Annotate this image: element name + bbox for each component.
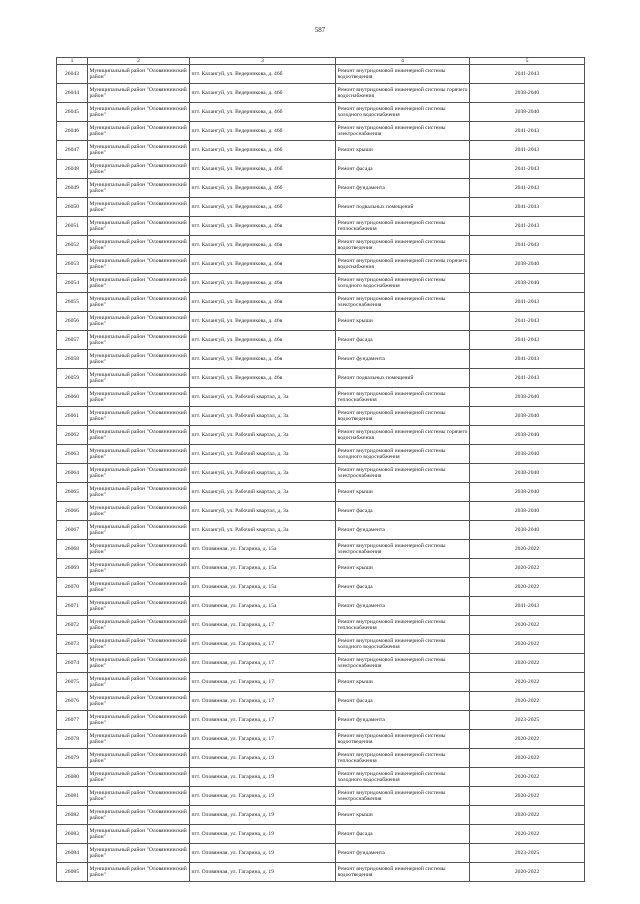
cell-period: 2023-2025 <box>470 844 585 863</box>
cell-address: пгт. Оловянная, ул. Гагарина, д. 17 <box>190 635 336 654</box>
cell-municipality: Муниципальный район "Оловяннинский район" <box>88 654 190 673</box>
table-row <box>57 179 585 198</box>
cell-period: 2041-2043 <box>470 293 585 312</box>
cell-municipality: Муниципальный район "Оловяннинский район" <box>88 255 190 274</box>
table-row <box>57 806 585 825</box>
cell-period: 2038-2040 <box>470 407 585 426</box>
cell-municipality: Муниципальный район "Оловяннинский район" <box>88 179 190 198</box>
cell-work-type: Ремонт крыши <box>336 673 470 692</box>
table-row <box>57 749 585 768</box>
cell-record-number: 26057 <box>57 331 88 350</box>
cell-address: пгт. Калангуй, ул. Рабочий квартал, д. 3а <box>190 483 336 502</box>
table-row <box>57 597 585 616</box>
cell-municipality: Муниципальный район "Оловяннинский район" <box>88 692 190 711</box>
cell-work-type: Ремонт внутридомовой инженерной системы электроснабжения <box>336 464 470 483</box>
cell-address: пгт. Оловянная, ул. Гагарина, д. 17 <box>190 730 336 749</box>
table-row <box>57 122 585 141</box>
cell-record-number: 26072 <box>57 616 88 635</box>
table-row <box>57 84 585 103</box>
cell-work-type: Ремонт внутридомовой инженерной системы холодного водоснабжения <box>336 768 470 787</box>
cell-municipality: Муниципальный район "Оловяннинский район" <box>88 65 190 84</box>
cell-work-type: Ремонт внутридомовой инженерной системы холодного водоснабжения <box>336 445 470 464</box>
table-row <box>57 407 585 426</box>
cell-record-number: 26063 <box>57 445 88 464</box>
table-row <box>57 331 585 350</box>
repair-schedule-table <box>56 57 585 882</box>
table-row <box>57 65 585 84</box>
table-row <box>57 198 585 217</box>
cell-address: пгт. Калангуй, ул. Ведерникова, д. 46б <box>190 65 336 84</box>
cell-work-type: Ремонт крыши <box>336 483 470 502</box>
header-cell: 1 <box>57 58 88 65</box>
cell-period: 2041-2043 <box>470 236 585 255</box>
cell-address: пгт. Оловянная, ул. Гагарина, д. 19 <box>190 844 336 863</box>
cell-period: 2041-2043 <box>470 217 585 236</box>
cell-record-number: 26075 <box>57 673 88 692</box>
cell-municipality: Муниципальный район "Оловяннинский район" <box>88 198 190 217</box>
table-row <box>57 160 585 179</box>
page-number: 587 <box>314 26 326 34</box>
table-row <box>57 730 585 749</box>
cell-municipality: Муниципальный район "Оловяннинский район" <box>88 559 190 578</box>
cell-municipality: Муниципальный район "Оловяннинский район" <box>88 730 190 749</box>
cell-municipality: Муниципальный район "Оловяннинский район" <box>88 217 190 236</box>
cell-work-type: Ремонт внутридомовой инженерной системы теплоснабжения <box>336 388 470 407</box>
table-row <box>57 521 585 540</box>
cell-municipality: Муниципальный район "Оловяннинский район" <box>88 768 190 787</box>
cell-address: пгт. Оловянная, ул. Гагарина, д. 17 <box>190 654 336 673</box>
cell-record-number: 26079 <box>57 749 88 768</box>
cell-work-type: Ремонт фундамента <box>336 844 470 863</box>
cell-record-number: 26065 <box>57 483 88 502</box>
table-row <box>57 255 585 274</box>
cell-municipality: Муниципальный район "Оловяннинский район" <box>88 445 190 464</box>
cell-record-number: 26078 <box>57 730 88 749</box>
header-cell: 3 <box>190 58 336 65</box>
cell-period: 2041-2043 <box>470 369 585 388</box>
cell-period: 2038-2040 <box>470 274 585 293</box>
table-row <box>57 502 585 521</box>
cell-record-number: 26073 <box>57 635 88 654</box>
cell-record-number: 26067 <box>57 521 88 540</box>
cell-work-type: Ремонт фасада <box>336 331 470 350</box>
cell-record-number: 26045 <box>57 103 88 122</box>
cell-address: пгт. Калангуй, ул. Ведерникова, д. 46в <box>190 274 336 293</box>
cell-record-number: 26074 <box>57 654 88 673</box>
cell-municipality: Муниципальный район "Оловяннинский район" <box>88 426 190 445</box>
table-row <box>57 236 585 255</box>
cell-record-number: 26060 <box>57 388 88 407</box>
cell-work-type: Ремонт фасада <box>336 160 470 179</box>
table-row <box>57 103 585 122</box>
table-row <box>57 844 585 863</box>
cell-municipality: Муниципальный район "Оловяннинский район" <box>88 274 190 293</box>
cell-address: пгт. Калангуй, ул. Ведерникова, д. 46в <box>190 331 336 350</box>
cell-municipality: Муниципальный район "Оловяннинский район" <box>88 787 190 806</box>
cell-period: 2020-2022 <box>470 730 585 749</box>
cell-work-type: Ремонт крыши <box>336 312 470 331</box>
cell-work-type: Ремонт внутридомовой инженерной системы электроснабжения <box>336 122 470 141</box>
cell-municipality: Муниципальный район "Оловяннинский район" <box>88 122 190 141</box>
table-row <box>57 369 585 388</box>
cell-municipality: Муниципальный район "Оловяннинский район" <box>88 483 190 502</box>
table-row <box>57 293 585 312</box>
cell-period: 2020-2022 <box>470 863 585 882</box>
cell-municipality: Муниципальный район "Оловяннинский район" <box>88 711 190 730</box>
cell-record-number: 26081 <box>57 787 88 806</box>
cell-record-number: 26054 <box>57 274 88 293</box>
table-row <box>57 825 585 844</box>
cell-work-type: Ремонт крыши <box>336 559 470 578</box>
table-row <box>57 426 585 445</box>
cell-record-number: 26068 <box>57 540 88 559</box>
cell-period: 2038-2040 <box>470 464 585 483</box>
cell-address: пгт. Калангуй, ул. Рабочий квартал, д. 3а <box>190 426 336 445</box>
cell-municipality: Муниципальный район "Оловяннинский район" <box>88 844 190 863</box>
cell-municipality: Муниципальный район "Оловяннинский район" <box>88 369 190 388</box>
cell-municipality: Муниципальный район "Оловяннинский район" <box>88 293 190 312</box>
cell-address: пгт. Калангуй, ул. Ведерникова, д. 46в <box>190 293 336 312</box>
cell-record-number: 26052 <box>57 236 88 255</box>
table-row <box>57 483 585 502</box>
cell-address: пгт. Калангуй, ул. Ведерникова, д. 46б <box>190 103 336 122</box>
cell-address: пгт. Калангуй, ул. Рабочий квартал, д. 3а <box>190 388 336 407</box>
cell-period: 2020-2022 <box>470 768 585 787</box>
cell-address: пгт. Оловянная, ул. Гагарина, д. 17 <box>190 711 336 730</box>
cell-period: 2041-2043 <box>470 179 585 198</box>
cell-address: пгт. Калангуй, ул. Ведерникова, д. 46б <box>190 141 336 160</box>
cell-address: пгт. Оловянная, ул. Гагарина, д. 15а <box>190 540 336 559</box>
cell-municipality: Муниципальный район "Оловяннинский район" <box>88 331 190 350</box>
cell-work-type: Ремонт фундамента <box>336 521 470 540</box>
cell-period: 2038-2040 <box>470 483 585 502</box>
cell-period: 2020-2022 <box>470 825 585 844</box>
cell-municipality: Муниципальный район "Оловяннинский район" <box>88 521 190 540</box>
cell-address: пгт. Калангуй, ул. Ведерникова, д. 46б <box>190 160 336 179</box>
cell-address: пгт. Калангуй, ул. Ведерникова, д. 46в <box>190 236 336 255</box>
cell-work-type: Ремонт подвальных помещений <box>336 198 470 217</box>
table-row <box>57 540 585 559</box>
table-row <box>57 388 585 407</box>
cell-record-number: 26084 <box>57 844 88 863</box>
cell-address: пгт. Оловянная, ул. Гагарина, д. 17 <box>190 673 336 692</box>
cell-period: 2038-2040 <box>470 103 585 122</box>
cell-municipality: Муниципальный район "Оловяннинский район" <box>88 502 190 521</box>
cell-municipality: Муниципальный район "Оловяннинский район" <box>88 141 190 160</box>
cell-record-number: 26055 <box>57 293 88 312</box>
cell-record-number: 26070 <box>57 578 88 597</box>
cell-address: пгт. Калангуй, ул. Ведерникова, д. 46в <box>190 312 336 331</box>
cell-address: пгт. Калангуй, ул. Ведерникова, д. 46в <box>190 255 336 274</box>
cell-record-number: 26082 <box>57 806 88 825</box>
cell-period: 2020-2022 <box>470 673 585 692</box>
cell-record-number: 26058 <box>57 350 88 369</box>
cell-period: 2020-2022 <box>470 787 585 806</box>
table-row <box>57 141 585 160</box>
cell-period: 2041-2043 <box>470 160 585 179</box>
cell-period: 2041-2043 <box>470 198 585 217</box>
cell-municipality: Муниципальный район "Оловяннинский район" <box>88 635 190 654</box>
cell-municipality: Муниципальный район "Оловяннинский район" <box>88 597 190 616</box>
cell-record-number: 26061 <box>57 407 88 426</box>
header-cell: 5 <box>470 58 585 65</box>
cell-work-type: Ремонт фасада <box>336 825 470 844</box>
cell-period: 2020-2022 <box>470 654 585 673</box>
cell-work-type: Ремонт внутридомовой инженерной системы холодного водоснабжения <box>336 274 470 293</box>
cell-address: пгт. Оловянная, ул. Гагарина, д. 19 <box>190 825 336 844</box>
cell-municipality: Муниципальный район "Оловяннинский район" <box>88 616 190 635</box>
table-row <box>57 654 585 673</box>
cell-work-type: Ремонт внутридомовой инженерной системы горячего водоснабжения <box>336 426 470 445</box>
cell-municipality: Муниципальный район "Оловяннинский район" <box>88 540 190 559</box>
cell-work-type: Ремонт фасада <box>336 578 470 597</box>
cell-address: пгт. Оловянная, ул. Гагарина, д. 17 <box>190 692 336 711</box>
cell-work-type: Ремонт фундамента <box>336 597 470 616</box>
cell-record-number: 26047 <box>57 141 88 160</box>
cell-record-number: 26085 <box>57 863 88 882</box>
cell-work-type: Ремонт внутридомовой инженерной системы электроснабжения <box>336 787 470 806</box>
cell-municipality: Муниципальный район "Оловяннинский район" <box>88 350 190 369</box>
cell-address: пгт. Оловянная, ул. Гагарина, д. 17 <box>190 616 336 635</box>
cell-work-type: Ремонт внутридомовой инженерной системы холодного водоснабжения <box>336 103 470 122</box>
cell-address: пгт. Калангуй, ул. Ведерникова, д. 46в <box>190 369 336 388</box>
cell-period: 2038-2040 <box>470 521 585 540</box>
cell-municipality: Муниципальный район "Оловяннинский район" <box>88 312 190 331</box>
cell-record-number: 26069 <box>57 559 88 578</box>
table-row <box>57 635 585 654</box>
cell-address: пгт. Оловянная, ул. Гагарина, д. 19 <box>190 806 336 825</box>
cell-work-type: Ремонт внутридомовой инженерной системы водоотведения <box>336 407 470 426</box>
cell-record-number: 26083 <box>57 825 88 844</box>
cell-period: 2020-2022 <box>470 559 585 578</box>
cell-period: 2041-2043 <box>470 331 585 350</box>
cell-period: 2038-2040 <box>470 426 585 445</box>
cell-period: 2020-2022 <box>470 616 585 635</box>
table-row <box>57 616 585 635</box>
cell-address: пгт. Оловянная, ул. Гагарина, д. 19 <box>190 787 336 806</box>
cell-address: пгт. Оловянная, ул. Гагарина, д. 19 <box>190 768 336 787</box>
cell-record-number: 26080 <box>57 768 88 787</box>
cell-work-type: Ремонт фундамента <box>336 179 470 198</box>
table-row <box>57 692 585 711</box>
cell-work-type: Ремонт фундамента <box>336 711 470 730</box>
cell-period: 2023-2025 <box>470 711 585 730</box>
cell-period: 2020-2022 <box>470 749 585 768</box>
cell-work-type: Ремонт внутридомовой инженерной системы горячего водоснабжения <box>336 255 470 274</box>
cell-record-number: 26062 <box>57 426 88 445</box>
cell-record-number: 26050 <box>57 198 88 217</box>
table-row <box>57 578 585 597</box>
cell-address: пгт. Оловянная, ул. Гагарина, д. 15а <box>190 597 336 616</box>
cell-work-type: Ремонт внутридомовой инженерной системы водоотведения <box>336 863 470 882</box>
cell-record-number: 26076 <box>57 692 88 711</box>
header-cell: 4 <box>336 58 470 65</box>
cell-work-type: Ремонт внутридомовой инженерной системы электроснабжения <box>336 293 470 312</box>
cell-municipality: Муниципальный район "Оловяннинский район" <box>88 578 190 597</box>
cell-address: пгт. Калангуй, ул. Ведерникова, д. 46б <box>190 179 336 198</box>
table-row <box>57 711 585 730</box>
cell-work-type: Ремонт фасада <box>336 502 470 521</box>
cell-address: пгт. Оловянная, ул. Гагарина, д. 19 <box>190 749 336 768</box>
cell-address: пгт. Калангуй, ул. Рабочий квартал, д. 3а <box>190 445 336 464</box>
cell-work-type: Ремонт внутридомовой инженерной системы электроснабжения <box>336 654 470 673</box>
cell-work-type: Ремонт внутридомовой инженерной системы теплоснабжения <box>336 217 470 236</box>
cell-record-number: 26049 <box>57 179 88 198</box>
cell-municipality: Муниципальный район "Оловяннинский район" <box>88 388 190 407</box>
cell-period: 2038-2040 <box>470 255 585 274</box>
cell-work-type: Ремонт внутридомовой инженерной системы холодного водоснабжения <box>336 635 470 654</box>
cell-work-type: Ремонт внутридомовой инженерной системы водоотведения <box>336 65 470 84</box>
cell-period: 2041-2043 <box>470 65 585 84</box>
table-row <box>57 217 585 236</box>
table-row <box>57 673 585 692</box>
cell-work-type: Ремонт фасада <box>336 692 470 711</box>
cell-address: пгт. Оловянная, ул. Гагарина, д. 15а <box>190 559 336 578</box>
cell-period: 2041-2043 <box>470 350 585 369</box>
cell-period: 2038-2040 <box>470 84 585 103</box>
cell-address: пгт. Калангуй, ул. Ведерникова, д. 46в <box>190 217 336 236</box>
cell-municipality: Муниципальный район "Оловяннинский район" <box>88 160 190 179</box>
cell-address: пгт. Калангуй, ул. Ведерникова, д. 46б <box>190 84 336 103</box>
cell-work-type: Ремонт крыши <box>336 141 470 160</box>
cell-record-number: 26071 <box>57 597 88 616</box>
table-row <box>57 274 585 293</box>
table-header-row <box>57 58 585 65</box>
cell-address: пгт. Калангуй, ул. Ведерникова, д. 46б <box>190 122 336 141</box>
cell-work-type: Ремонт внутридомовой инженерной системы теплоснабжения <box>336 749 470 768</box>
cell-municipality: Муниципальный район "Оловяннинский район" <box>88 236 190 255</box>
cell-municipality: Муниципальный район "Оловяннинский район" <box>88 673 190 692</box>
cell-period: 2041-2043 <box>470 141 585 160</box>
table-row <box>57 787 585 806</box>
cell-work-type: Ремонт фундамента <box>336 350 470 369</box>
cell-address: пгт. Калангуй, ул. Ведерникова, д. 46в <box>190 350 336 369</box>
table-row <box>57 312 585 331</box>
cell-period: 2041-2043 <box>470 597 585 616</box>
header-cell: 2 <box>88 58 190 65</box>
cell-work-type: Ремонт внутридомовой инженерной системы горячего водоснабжения <box>336 84 470 103</box>
table-row <box>57 559 585 578</box>
cell-address: пгт. Калангуй, ул. Рабочий квартал, д. 3а <box>190 407 336 426</box>
cell-period: 2020-2022 <box>470 806 585 825</box>
cell-work-type: Ремонт внутридомовой инженерной системы электроснабжения <box>336 540 470 559</box>
cell-period: 2038-2040 <box>470 502 585 521</box>
cell-address: пгт. Калангуй, ул. Рабочий квартал, д. 3а <box>190 502 336 521</box>
cell-record-number: 26044 <box>57 84 88 103</box>
cell-municipality: Муниципальный район "Оловяннинский район" <box>88 749 190 768</box>
cell-period: 2038-2040 <box>470 445 585 464</box>
cell-record-number: 26077 <box>57 711 88 730</box>
cell-work-type: Ремонт подвальных помещений <box>336 369 470 388</box>
cell-work-type: Ремонт крыши <box>336 806 470 825</box>
cell-record-number: 26066 <box>57 502 88 521</box>
cell-record-number: 26051 <box>57 217 88 236</box>
cell-work-type: Ремонт внутридомовой инженерной системы водоотведения <box>336 236 470 255</box>
cell-work-type: Ремонт внутридомовой инженерной системы теплоснабжения <box>336 616 470 635</box>
table-row <box>57 768 585 787</box>
cell-period: 2041-2043 <box>470 122 585 141</box>
cell-record-number: 26053 <box>57 255 88 274</box>
cell-municipality: Муниципальный район "Оловяннинский район" <box>88 407 190 426</box>
cell-period: 2020-2022 <box>470 692 585 711</box>
cell-municipality: Муниципальный район "Оловяннинский район" <box>88 464 190 483</box>
cell-address: пгт. Калангуй, ул. Ведерникова, д. 46б <box>190 198 336 217</box>
cell-municipality: Муниципальный район "Оловяннинский район" <box>88 806 190 825</box>
cell-municipality: Муниципальный район "Оловяннинский район" <box>88 84 190 103</box>
table-row <box>57 445 585 464</box>
cell-address: пгт. Оловянная, ул. Гагарина, д. 19 <box>190 863 336 882</box>
cell-record-number: 26056 <box>57 312 88 331</box>
cell-address: пгт. Калангуй, ул. Рабочий квартал, д. 3а <box>190 521 336 540</box>
cell-period: 2020-2022 <box>470 578 585 597</box>
cell-municipality: Муниципальный район "Оловяннинский район" <box>88 825 190 844</box>
cell-municipality: Муниципальный район "Оловяннинский район" <box>88 103 190 122</box>
cell-work-type: Ремонт внутридомовой инженерной системы водоотведения <box>336 730 470 749</box>
cell-period: 2020-2022 <box>470 635 585 654</box>
cell-address: пгт. Оловянная, ул. Гагарина, д. 15а <box>190 578 336 597</box>
cell-record-number: 26046 <box>57 122 88 141</box>
table-row <box>57 863 585 882</box>
cell-municipality: Муниципальный район "Оловяннинский район" <box>88 863 190 882</box>
cell-period: 2041-2043 <box>470 312 585 331</box>
cell-period: 2038-2040 <box>470 388 585 407</box>
cell-record-number: 26043 <box>57 65 88 84</box>
table-row <box>57 464 585 483</box>
table-row <box>57 350 585 369</box>
cell-record-number: 26064 <box>57 464 88 483</box>
cell-address: пгт. Калангуй, ул. Рабочий квартал, д. 3а <box>190 464 336 483</box>
cell-record-number: 26048 <box>57 160 88 179</box>
cell-period: 2020-2022 <box>470 540 585 559</box>
cell-record-number: 26059 <box>57 369 88 388</box>
